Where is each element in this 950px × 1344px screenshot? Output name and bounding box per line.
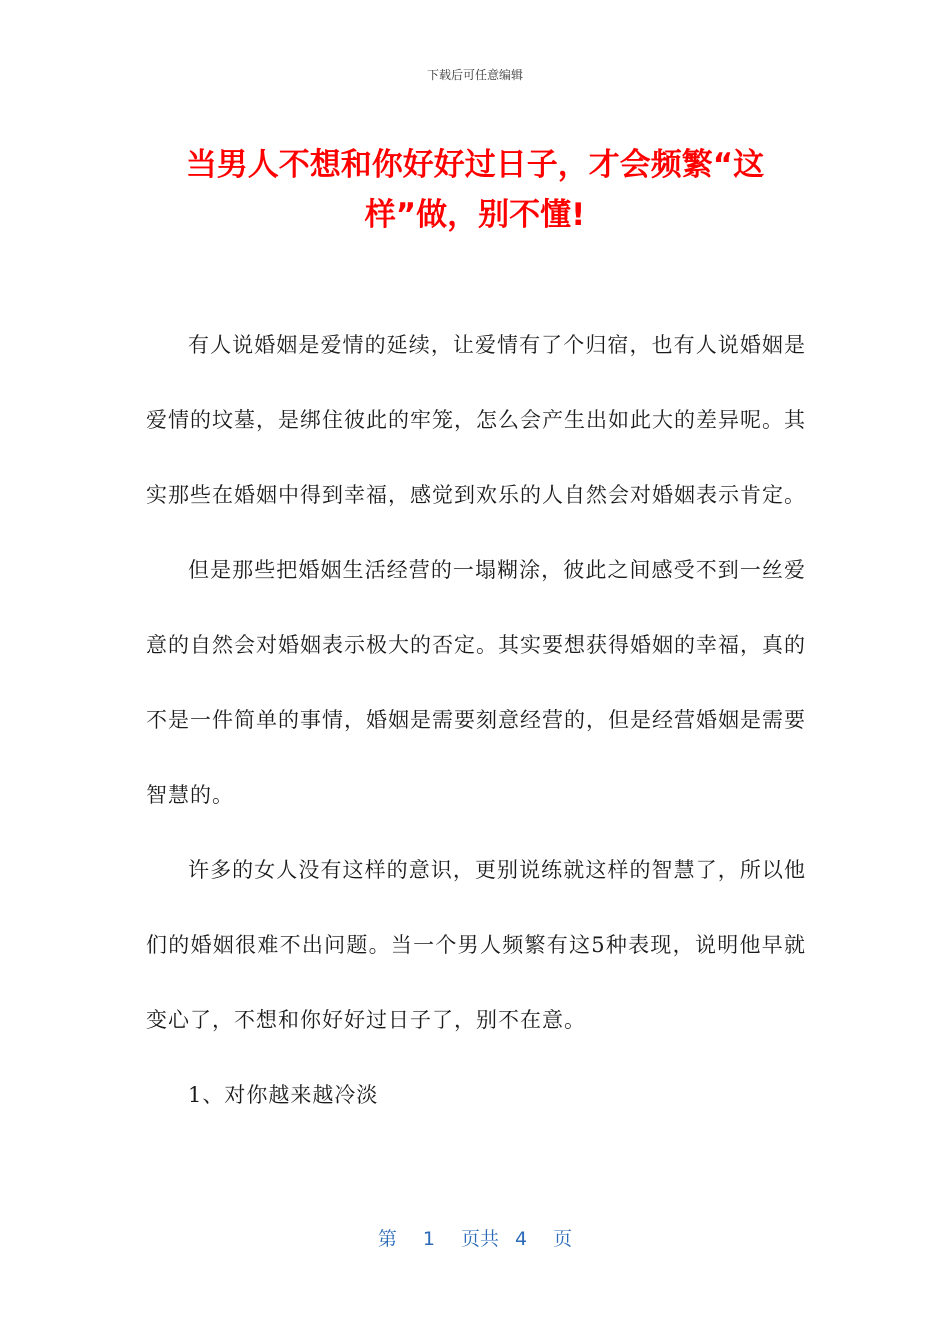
footer-label-of: 页共 <box>460 1228 499 1250</box>
paragraph: 许多的女人没有这样的意识，更别说练就这样的智慧了，所以他们的婚姻很难不出问题。当一个男人频繁有这5种表现，说明他早就变心了，不想和你好好过日子了，别不在意。 <box>146 858 806 1032</box>
paragraph: 但是那些把婚姻生活经营的一塌糊涂，彼此之间感受不到一丝爱意的自然会对婚姻表示极大的否定。其实要想获得婚姻的幸福，真的不是一件简单的事情，婚姻是需要刻意经营的，但是经营婚姻是需要智慧的。 <box>146 558 806 807</box>
section-heading: 1、对你越来越冷淡 <box>188 1083 379 1107</box>
page-footer <box>0 1224 950 1251</box>
page-header-note: 下载后可任意编辑 <box>426 68 523 82</box>
article-body <box>146 308 806 1133</box>
footer-label-end: 页 <box>553 1228 573 1250</box>
footer-label-page: 第 <box>377 1228 397 1250</box>
footer-total-pages: 4 <box>515 1228 528 1250</box>
article-title: 当男人不想和你好好过日子，才会频繁“这样”做，别不懂! <box>185 147 765 233</box>
footer-current-page: 1 <box>422 1228 435 1250</box>
paragraph: 有人说婚姻是爱情的延续，让爱情有了个归宿，也有人说婚姻是爱情的坟墓，是绑住彼此的牢笼，怎么会产生出如此大的差异呢。其实那些在婚姻中得到幸福，感觉到欢乐的人自然会对婚姻表示肯定。 <box>146 333 806 507</box>
